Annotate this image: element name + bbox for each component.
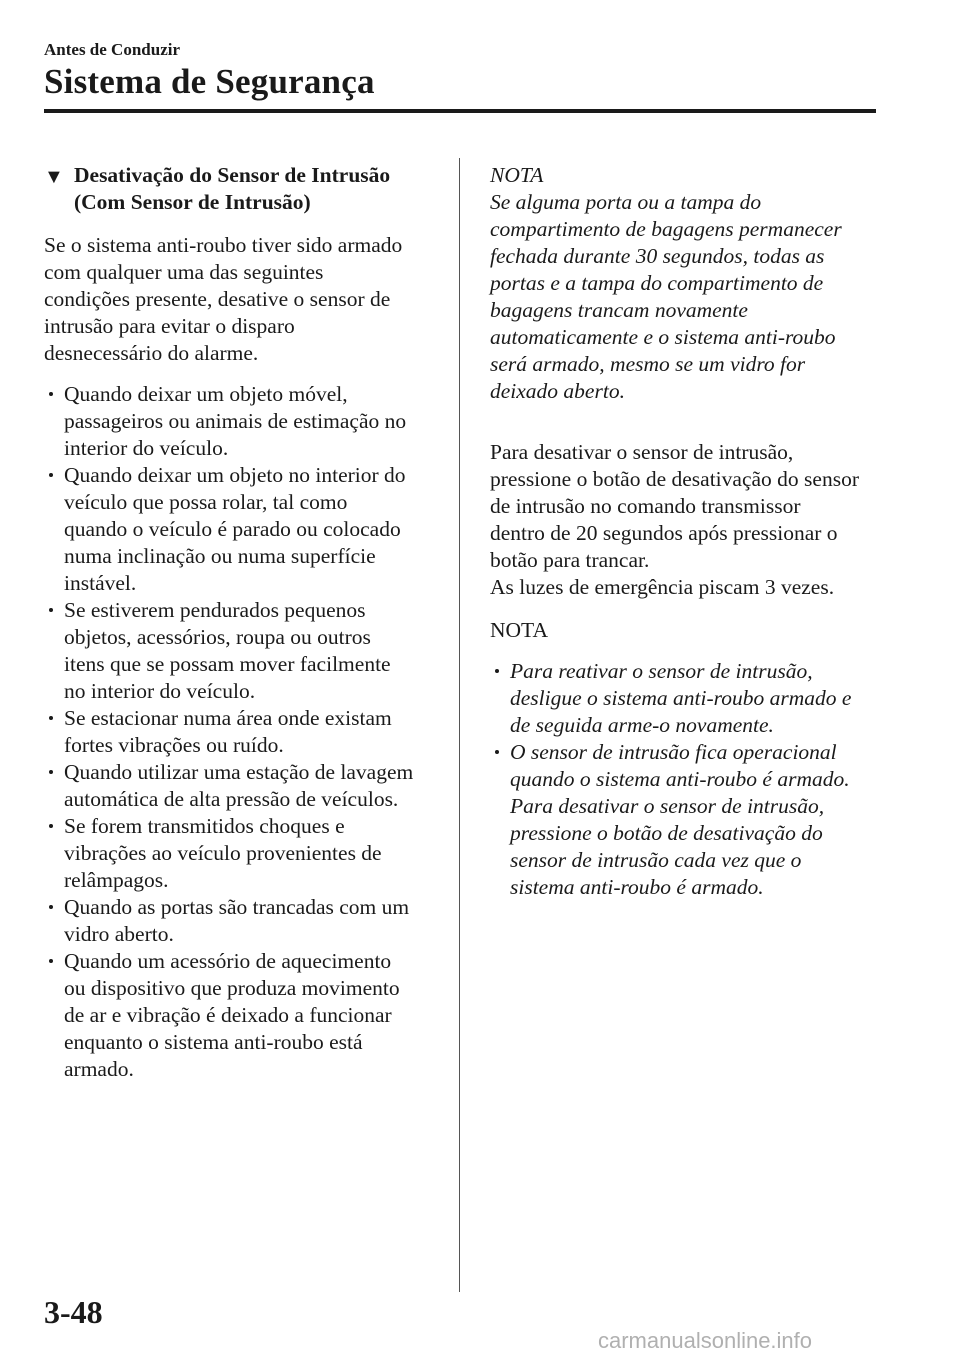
deactivation-paragraph <box>490 439 890 601</box>
bullet-dot-icon <box>49 905 53 909</box>
note-line: bagagens trancam novamente <box>490 298 748 322</box>
list-item-line: instável. <box>64 571 137 595</box>
list-item-line: de ar e vibração é deixado a funcionar <box>64 1003 392 1027</box>
left-column <box>44 162 444 1083</box>
note-line: automaticamente e o sistema anti-roubo <box>490 325 836 349</box>
intro-line: condições presente, desative o sensor de <box>44 287 391 311</box>
column-divider <box>459 158 460 1292</box>
para-line: botão para trancar. <box>490 548 650 572</box>
list-item-line: fortes vibrações ou ruído. <box>64 733 284 757</box>
list-item <box>44 462 444 597</box>
note-line: portas e a tampa do compartimento de <box>490 271 824 295</box>
list-item-line: sistema anti-roubo é armado. <box>510 875 764 899</box>
list-item-line: de seguida arme-o novamente. <box>510 713 774 737</box>
list-item-line: desligue o sistema anti-roubo armado e <box>510 686 852 710</box>
list-item-line: Para desativar o sensor de intrusão, <box>510 794 825 818</box>
bullet-dot-icon <box>49 608 53 612</box>
list-item <box>490 658 890 739</box>
note-label: NOTA <box>490 163 544 187</box>
list-item <box>44 705 444 759</box>
section-title: Sistema de Segurança <box>44 62 375 101</box>
list-item <box>44 597 444 705</box>
header-rule <box>44 109 876 113</box>
intro-line: com qualquer uma das seguintes <box>44 260 324 284</box>
triangle-marker-icon: ▼ <box>44 166 64 188</box>
list-item-line: objetos, acessórios, roupa ou outros <box>64 625 371 649</box>
bullet-dot-icon <box>49 392 53 396</box>
note-line: será armado, mesmo se um vidro for <box>490 352 806 376</box>
note-line: fechada durante 30 segundos, todas as <box>490 244 825 268</box>
watermark: carmanualsonline.info <box>598 1328 813 1353</box>
para-line: Para desativar o sensor de intrusão, <box>490 440 794 464</box>
list-item-line: O sensor de intrusão fica operacional <box>510 740 837 764</box>
list-item-line: Quando deixar um objeto móvel, <box>64 382 348 406</box>
right-column <box>490 162 890 901</box>
bullet-dot-icon <box>49 473 53 477</box>
list-item-line: Para reativar o sensor de intrusão, <box>510 659 813 683</box>
heading-line-2: (Com Sensor de Intrusão) <box>74 190 311 214</box>
list-item-line: Quando as portas são trancadas com um <box>64 895 410 919</box>
list-item <box>44 813 444 894</box>
list-item-line: vidro aberto. <box>64 922 174 946</box>
bullet-dot-icon <box>49 824 53 828</box>
intro-line: intrusão para evitar o disparo <box>44 314 295 338</box>
bullet-dot-icon <box>49 959 53 963</box>
note-list <box>490 658 890 901</box>
list-item-line: passageiros ou animais de estimação no <box>64 409 407 433</box>
para-line: de intrusão no comando transmissor <box>490 494 801 518</box>
list-item-line: veículo que possa rolar, tal como <box>64 490 348 514</box>
chapter-title: Antes de Conduzir <box>44 40 181 59</box>
list-item-line: Se forem transmitidos choques e <box>64 814 345 838</box>
list-item-line: numa inclinação ou numa superfície <box>64 544 376 568</box>
bullet-dot-icon <box>495 669 499 673</box>
list-item-line: itens que se possam mover facilmente <box>64 652 391 676</box>
list-item <box>44 948 444 1083</box>
list-item-line: armado. <box>64 1057 134 1081</box>
note-block-1 <box>490 162 890 405</box>
para-line: As luzes de emergência piscam 3 vezes. <box>490 575 835 599</box>
list-item-line: no interior do veículo. <box>64 679 256 703</box>
heading-line-1: Desativação do Sensor de Intrusão <box>74 163 391 187</box>
list-item-line: pressione o botão de desativação do <box>510 821 823 845</box>
list-item-line: automática de alta pressão de veículos. <box>64 787 399 811</box>
list-item-line: ou dispositivo que produza movimento <box>64 976 400 1000</box>
list-item-line: sensor de intrusão cada vez que o <box>510 848 802 872</box>
bullet-dot-icon <box>49 716 53 720</box>
list-item <box>490 739 890 901</box>
note-line: Se alguma porta ou a tampa do <box>490 190 762 214</box>
list-item-line: relâmpagos. <box>64 868 169 892</box>
intro-line: Se o sistema anti-roubo tiver sido armado <box>44 233 403 257</box>
list-item <box>44 894 444 948</box>
list-item <box>44 381 444 462</box>
note-label: NOTA <box>490 618 548 642</box>
bullet-dot-icon <box>49 770 53 774</box>
list-item-line: enquanto o sistema anti-roubo está <box>64 1030 363 1054</box>
list-item-line: vibrações ao veículo provenientes de <box>64 841 382 865</box>
bullet-dot-icon <box>495 750 499 754</box>
page-number: 3-48 <box>44 1294 103 1330</box>
subsection-heading <box>44 162 444 216</box>
list-item-line: quando o sistema anti-roubo é armado. <box>510 767 850 791</box>
para-line: pressione o botão de desativação do sensor <box>490 467 859 491</box>
list-item-line: Se estacionar numa área onde existam <box>64 706 392 730</box>
intro-paragraph <box>44 232 444 367</box>
note-line: compartimento de bagagens permanecer <box>490 217 842 241</box>
list-item-line: Quando um acessório de aquecimento <box>64 949 392 973</box>
list-item <box>44 759 444 813</box>
list-item-line: Quando deixar um objeto no interior do <box>64 463 406 487</box>
list-item-line: interior do veículo. <box>64 436 229 460</box>
list-item-line: quando o veículo é parado ou colocado <box>64 517 401 541</box>
list-item-line: Se estiverem pendurados pequenos <box>64 598 366 622</box>
condition-list <box>44 381 444 1083</box>
para-line: dentro de 20 segundos após pressionar o <box>490 521 838 545</box>
intro-line: desnecessário do alarme. <box>44 341 259 365</box>
note-line: deixado aberto. <box>490 379 625 403</box>
list-item-line: Quando utilizar uma estação de lavagem <box>64 760 414 784</box>
